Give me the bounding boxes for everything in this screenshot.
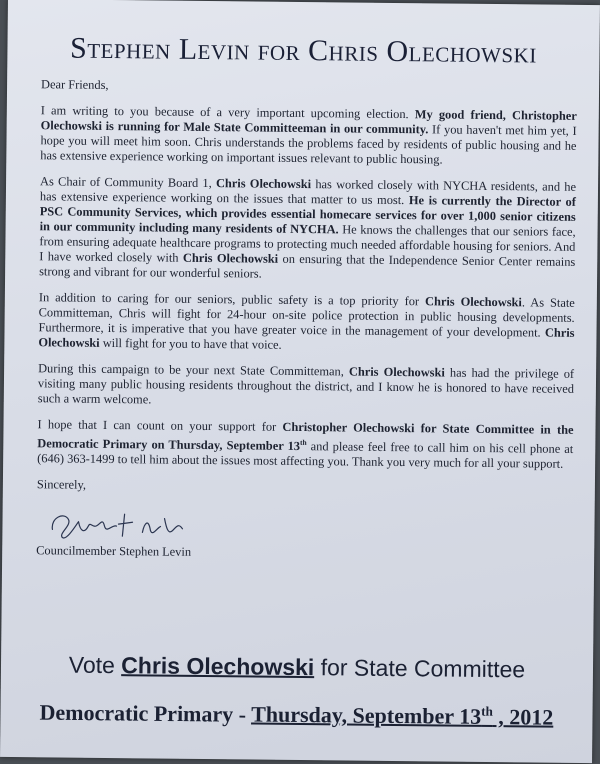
p1-text-a: I am writing to you because of a very important upcoming election. (40, 103, 415, 122)
p2-bold-f: Chris Olechowski (182, 250, 279, 266)
p4-text-c: has had the privilege of visiting many public housing residents throughout the district, and I know he is honored to have received such a warm welcome. (37, 365, 575, 407)
letter-body (36, 77, 577, 564)
signer-name: Councilmember Stephen Levin (36, 543, 192, 559)
primary-date-sup: th (481, 703, 494, 720)
signature (36, 503, 572, 549)
p5-bold-b-text: Christopher Olechowski for State Committee in the Democratic Primary on Thursday, September 13 (37, 419, 574, 454)
p2-text-e: He knows the challenges that our seniors face, from ensuring adequate healthcare programs to protecting much needed affordable housing for seniors. And I have worked closely with (39, 222, 576, 265)
p5-bold-b-sup: th (299, 438, 307, 448)
salutation: Dear Friends, (41, 77, 109, 92)
p4-bold-b: Chris Olechowski (348, 364, 445, 380)
p4-text-a: During this campaign to be your next State Committeman, (38, 361, 350, 379)
primary-date-text: Thursday, September 13 (251, 701, 482, 730)
p2-text-g: on ensuring that the Independence Senior Center remains strong and vibrant for our wonderful seniors. (39, 251, 576, 281)
primary-label: Democratic Primary - (39, 699, 252, 727)
p2-text-c: has worked closely with NYCHA residents, and he has extensive experience working on the issues that matter to us most. (39, 177, 577, 208)
vote-suffix: for State Committee (314, 654, 526, 683)
paragraph-4 (38, 361, 574, 412)
primary-date (251, 702, 553, 730)
paragraph-5 (37, 417, 573, 472)
p1-text-c: If you haven't met him yet, I hope you will meet him soon. Chris understands the problems faced by residents of public housing and he has extensive experience working on important issues relevant to public housing. (40, 122, 577, 167)
signature-scribble (46, 503, 196, 545)
paragraph-2 (39, 174, 576, 285)
p3-bold-d: Chris Olechowski (38, 325, 575, 350)
primary-date-line (0, 699, 592, 732)
p2-bold-d: He is currently the Director of PSC Community Services, which provides essential homecare services for over 1,000 senior citizens in our community including many residents of NYCHA. (39, 193, 576, 237)
p3-text-a: In addition to caring for our seniors, public safety is a top priority for (38, 290, 426, 309)
vote-candidate-name: Chris Olechowski (121, 652, 315, 681)
paragraph-3 (38, 290, 575, 356)
p3-bold-b: Chris Olechowski (424, 294, 522, 310)
vote-prefix: Vote (68, 651, 122, 679)
letterhead-title: Stephen Levin for Chris Olechowski (69, 31, 537, 70)
p1-bold-b: My good friend, Christopher Olechowski is running for Male State Committeeman in our community. (40, 107, 577, 137)
p2-bold-b: Chris Olechowski (215, 176, 312, 192)
p2-text-a: As Chair of Community Board 1, (40, 174, 217, 191)
p3-text-e: will fight for you to have that voice. (99, 335, 282, 352)
paragraph-1 (40, 103, 577, 169)
primary-year: , 2012 (492, 704, 554, 730)
p5-text-c: and please feel free to call him on his cell phone at (646) 363-1499 to tell him about the issues most affecting you. Thank you very much for all your support. (37, 439, 574, 471)
p5-text-a: I hope that I can count on your support for (37, 417, 283, 434)
p3-text-c: . As State Committeman, Chris will fight for 24-hour on-site police protection in public housing developments. Furthermore, it is imperative that you have greater voice in the management of your development. (38, 295, 575, 340)
vote-line (1, 651, 593, 684)
closing: Sincerely, (36, 477, 87, 492)
